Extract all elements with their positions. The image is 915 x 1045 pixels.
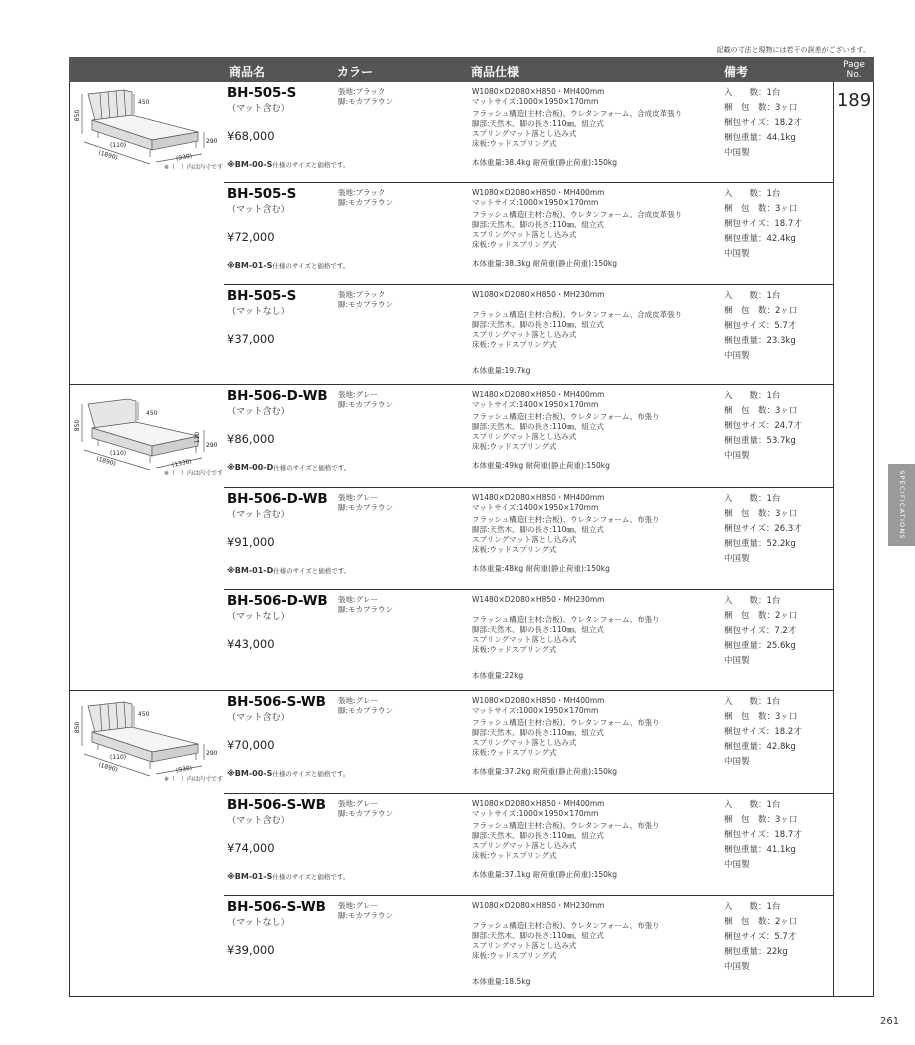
spec-legs: 脚部:天然木、脚の長さ:110㎜、組立式 xyxy=(472,525,604,534)
inner-dim-note: ※（ ）内は内寸です xyxy=(164,470,224,477)
page-column xyxy=(834,57,874,997)
remarks xyxy=(724,695,802,770)
spec-dimensions: W1080×D2080×H850・MH400mm xyxy=(472,188,605,197)
leg-color: 脚:モカブラウン xyxy=(338,706,394,715)
price: ¥91,000 xyxy=(227,535,275,549)
bed-illustration xyxy=(72,84,222,179)
spec-weight: 本体重量:18.5kg xyxy=(472,977,531,986)
mattress-note: （マット含む） xyxy=(227,407,290,417)
spec-mattress-size: マットサイズ:1000×1950×170mm xyxy=(472,809,599,818)
remark-r2: 梱 包 数：3ヶ口 xyxy=(724,712,798,722)
dim-850: 850 xyxy=(74,721,82,734)
remark-r4: 梱包重量：25.6kg xyxy=(724,641,796,651)
remark-r4: 梱包重量：41.1kg xyxy=(724,845,796,855)
remark-r5: 中国製 xyxy=(724,656,750,666)
bed-illustration xyxy=(72,696,222,791)
remark-r4: 梱包重量：44.1kg xyxy=(724,133,796,143)
dim-850: 850 xyxy=(74,109,82,122)
spec-mattress-type: スプリングマット落とし込み式 xyxy=(472,941,577,950)
spec-info xyxy=(472,390,660,470)
dim-110-side: 110 xyxy=(194,431,202,444)
price: ¥68,000 xyxy=(227,129,275,143)
spec-mattress-type: スプリングマット落とし込み式 xyxy=(472,738,577,747)
dim-850: 850 xyxy=(74,419,82,432)
remark-r3: 梱包サイズ：18.7才 xyxy=(724,219,802,229)
dim-450: 450 xyxy=(138,99,150,106)
remark-r3: 梱包サイズ：5.7才 xyxy=(724,321,797,331)
leg-color: 脚:モカブラウン xyxy=(338,911,394,920)
header-color: カラー xyxy=(337,65,374,79)
mattress-note: （マット含む） xyxy=(227,205,290,215)
remark-r4: 梱包重量：53.7kg xyxy=(724,436,796,446)
color-info xyxy=(338,493,393,513)
spec-construction: フラッシュ構造(主材:合板)、ウレタンフォーム、合成皮革張り xyxy=(472,109,683,118)
dim-110: (110) xyxy=(110,754,127,761)
dim-930: (930) xyxy=(175,152,193,163)
price: ¥72,000 xyxy=(227,230,275,244)
price-footnote xyxy=(227,566,350,575)
price-footnote xyxy=(227,872,349,881)
remarks xyxy=(724,389,802,464)
spec-weight: 本体重量:37.1kg 耐荷重(静止荷重):150kg xyxy=(472,870,618,879)
spec-dimensions: W1080×D2080×H850・MH230mm xyxy=(472,290,605,299)
spec-info xyxy=(472,290,683,375)
footer-page-number: 261 xyxy=(880,1016,900,1027)
dim-290: 290 xyxy=(206,750,218,757)
remark-r5: 中国製 xyxy=(724,249,750,259)
leg-color: 脚:モカブラウン xyxy=(338,300,394,309)
price: ¥43,000 xyxy=(227,637,275,651)
spec-dimensions: W1080×D2080×H850・MH400mm xyxy=(472,799,605,808)
header-name: 商品名 xyxy=(229,65,266,79)
remark-r2: 梱 包 数：2ヶ口 xyxy=(724,306,798,316)
spec-mattress-size: マットサイズ:1000×1950×170mm xyxy=(472,97,599,106)
price: ¥86,000 xyxy=(227,432,275,446)
spec-floor: 床板:ウッドスプリング式 xyxy=(472,951,557,960)
remark-r1: 入 数：1台 xyxy=(724,800,781,810)
footnote-code: ※BM-01-S xyxy=(227,872,273,881)
remark-r1: 入 数：1台 xyxy=(724,697,781,707)
fabric-color: 張地:グレー xyxy=(338,595,379,604)
spec-dimensions: W1080×D2080×H850・MH400mm xyxy=(472,696,605,705)
price: ¥37,000 xyxy=(227,332,275,346)
remarks xyxy=(724,900,797,975)
mattress-note: （マット含む） xyxy=(227,510,290,520)
spec-info xyxy=(472,901,660,986)
price-footnote xyxy=(227,769,349,778)
spec-mattress-type: スプリングマット落とし込み式 xyxy=(472,841,577,850)
remarks xyxy=(724,187,802,262)
fabric-color: 張地:グレー xyxy=(338,799,379,808)
spec-dimensions: W1080×D2080×H850・MH230mm xyxy=(472,901,605,910)
spec-construction: フラッシュ構造(主材:合板)、ウレタンフォーム、布張り xyxy=(472,718,660,727)
spec-floor: 床板:ウッドスプリング式 xyxy=(472,645,557,654)
price: ¥74,000 xyxy=(227,841,275,855)
footnote-code: ※BM-00-S xyxy=(227,769,273,778)
mattress-note: （マットなし） xyxy=(227,307,290,317)
remark-r4: 梱包重量：52.2kg xyxy=(724,539,796,549)
dim-1890: (1890) xyxy=(97,149,119,162)
spec-mattress-size: マットサイズ:1400×1950×170mm xyxy=(472,400,599,409)
color-info xyxy=(338,595,393,615)
remark-r3: 梱包サイズ：24.7才 xyxy=(724,421,802,431)
remark-r5: 中国製 xyxy=(724,962,750,972)
spec-info xyxy=(472,799,660,879)
spec-mattress-type: スプリングマット落とし込み式 xyxy=(472,129,577,138)
mattress-note: （マット含む） xyxy=(227,104,290,114)
mattress-note: （マット含む） xyxy=(227,816,290,826)
remark-r2: 梱 包 数：3ヶ口 xyxy=(724,815,798,825)
fabric-color: 張地:ブラック xyxy=(338,87,386,96)
product-row xyxy=(224,488,834,590)
model-name: BH-506-D-WB xyxy=(227,593,328,609)
color-info xyxy=(338,696,393,716)
remarks xyxy=(724,86,802,161)
remark-r1: 入 数：1台 xyxy=(724,189,781,199)
mattress-note: （マット含む） xyxy=(227,713,290,723)
spec-weight: 本体重量:38.4kg 耐荷重(静止荷重):150kg xyxy=(472,158,618,167)
spec-weight: 本体重量:38.3kg 耐荷重(静止荷重):150kg xyxy=(472,259,618,268)
leg-color: 脚:モカブラウン xyxy=(338,97,394,106)
remark-r4: 梱包重量：22kg xyxy=(724,947,788,957)
spec-construction: フラッシュ構造(主材:合板)、ウレタンフォーム、布張り xyxy=(472,921,660,930)
dimension-note: 記載の寸法と現物には若干の誤差がございます。 xyxy=(716,46,870,54)
bed-illustration xyxy=(72,390,222,485)
remark-r1: 入 数：1台 xyxy=(724,291,781,301)
remarks xyxy=(724,798,802,873)
model-name: BH-506-S-WB xyxy=(227,797,326,813)
model-name: BH-506-S-WB xyxy=(227,694,326,710)
product-row xyxy=(224,794,834,896)
spec-weight: 本体重量:22kg xyxy=(472,671,524,680)
remark-r2: 梱 包 数：2ヶ口 xyxy=(724,611,798,621)
footnote-text: 仕様のサイズと価格です。 xyxy=(273,567,351,575)
leg-color: 脚:モカブラウン xyxy=(338,503,394,512)
side-tab-label: SPECIFICATIONS xyxy=(897,470,906,540)
dim-450: 450 xyxy=(146,410,158,417)
dim-930: (930) xyxy=(175,764,193,775)
price-footnote xyxy=(227,463,350,472)
remark-r2: 梱 包 数：3ヶ口 xyxy=(724,204,798,214)
spec-floor: 床板:ウッドスプリング式 xyxy=(472,240,557,249)
fabric-color: 張地:グレー xyxy=(338,493,379,502)
product-row xyxy=(224,691,834,793)
spec-legs: 脚部:天然木、脚の長さ:110㎜、組立式 xyxy=(472,831,604,840)
spec-dimensions: W1080×D2080×H850・MH400mm xyxy=(472,87,605,96)
spec-legs: 脚部:天然木、脚の長さ:110㎜、組立式 xyxy=(472,728,604,737)
footnote-text: 仕様のサイズと価格です。 xyxy=(272,161,350,169)
remark-r5: 中国製 xyxy=(724,148,750,158)
product-row xyxy=(224,285,834,387)
remark-r2: 梱 包 数：3ヶ口 xyxy=(724,509,798,519)
remark-r2: 梱 包 数：3ヶ口 xyxy=(724,406,798,416)
spec-construction: フラッシュ構造(主材:合板)、ウレタンフォーム、布張り xyxy=(472,615,660,624)
header-page xyxy=(834,57,874,82)
spec-mattress-type: スプリングマット落とし込み式 xyxy=(472,635,577,644)
spec-dimensions: W1480×D2080×H850・MH230mm xyxy=(472,595,605,604)
specifications-tab[interactable] xyxy=(888,464,915,546)
mattress-note: （マットなし） xyxy=(227,918,290,928)
spec-info xyxy=(472,188,683,268)
model-name: BH-506-S-WB xyxy=(227,899,326,915)
product-row xyxy=(224,82,834,184)
remark-r2: 梱 包 数：3ヶ口 xyxy=(724,103,798,113)
remark-r1: 入 数：1台 xyxy=(724,88,781,98)
spec-mattress-type: スプリングマット落とし込み式 xyxy=(472,432,577,441)
model-name: BH-505-S xyxy=(227,288,297,304)
spec-floor: 床板:ウッドスプリング式 xyxy=(472,748,557,757)
remark-r2: 梱 包 数：2ヶ口 xyxy=(724,917,798,927)
remark-r3: 梱包サイズ：18.2才 xyxy=(724,118,802,128)
spec-construction: フラッシュ構造(主材:合板)、ウレタンフォーム、合成皮革張り xyxy=(472,210,683,219)
product-row xyxy=(224,385,834,487)
spec-construction: フラッシュ構造(主材:合板)、ウレタンフォーム、布張り xyxy=(472,821,660,830)
header-page-line2: No. xyxy=(846,70,862,80)
remark-r1: 入 数：1台 xyxy=(724,391,781,401)
product-row xyxy=(224,896,834,998)
model-name: BH-505-S xyxy=(227,85,297,101)
remark-r3: 梱包サイズ：5.7才 xyxy=(724,932,797,942)
remark-r3: 梱包サイズ：7.2才 xyxy=(724,626,797,636)
fabric-color: 張地:グレー xyxy=(338,901,379,910)
dim-290: 290 xyxy=(206,442,218,449)
dim-1330: (1330) xyxy=(171,458,193,469)
footnote-code: ※BM-00-S xyxy=(227,160,273,169)
remark-r4: 梱包重量：23.3kg xyxy=(724,336,796,346)
model-name: BH-506-D-WB xyxy=(227,388,328,404)
price-footnote xyxy=(227,261,349,270)
header-spec: 商品仕様 xyxy=(471,65,520,79)
dim-110: (110) xyxy=(110,450,127,457)
remark-r3: 梱包サイズ：18.7才 xyxy=(724,830,802,840)
footnote-code: ※BM-01-S xyxy=(227,261,273,270)
footnote-text: 仕様のサイズと価格です。 xyxy=(273,464,351,472)
dim-450: 450 xyxy=(138,711,150,718)
inner-dim-note: ※（ ）内は内寸です xyxy=(164,776,224,783)
spec-legs: 脚部:天然木、脚の長さ:110㎜、組立式 xyxy=(472,119,604,128)
dim-290: 290 xyxy=(206,138,218,145)
price: ¥70,000 xyxy=(227,738,275,752)
remarks xyxy=(724,594,797,669)
page-number: 189 xyxy=(836,90,872,111)
inner-dim-note: ※（ ）内は内寸です xyxy=(164,164,224,171)
footnote-code: ※BM-00-D xyxy=(227,463,274,472)
mattress-note: （マットなし） xyxy=(227,612,290,622)
leg-color: 脚:モカブラウン xyxy=(338,198,394,207)
spec-legs: 脚部:天然木、脚の長さ:110㎜、組立式 xyxy=(472,320,604,329)
remark-r4: 梱包重量：42.4kg xyxy=(724,234,796,244)
spec-legs: 脚部:天然木、脚の長さ:110㎜、組立式 xyxy=(472,422,604,431)
spec-weight: 本体重量:19.7kg xyxy=(472,366,531,375)
leg-color: 脚:モカブラウン xyxy=(338,400,394,409)
spec-mattress-size: マットサイズ:1000×1950×170mm xyxy=(472,198,599,207)
fabric-color: 張地:ブラック xyxy=(338,188,386,197)
color-info xyxy=(338,87,393,107)
spec-construction: フラッシュ構造(主材:合板)、ウレタンフォーム、布張り xyxy=(472,412,660,421)
fabric-color: 張地:グレー xyxy=(338,696,379,705)
fabric-color: 張地:ブラック xyxy=(338,290,386,299)
spec-mattress-size: マットサイズ:1400×1950×170mm xyxy=(472,503,599,512)
spec-construction: フラッシュ構造(主材:合板)、ウレタンフォーム、合成皮革張り xyxy=(472,310,683,319)
remarks xyxy=(724,289,797,364)
spec-mattress-type: スプリングマット落とし込み式 xyxy=(472,535,577,544)
dim-1890: (1890) xyxy=(97,761,119,774)
spec-weight: 本体重量:48kg 耐荷重(静止荷重):150kg xyxy=(472,564,610,573)
header-remarks: 備考 xyxy=(724,65,749,79)
footnote-text: 仕様のサイズと価格です。 xyxy=(272,873,350,881)
spec-construction: フラッシュ構造(主材:合板)、ウレタンフォーム、布張り xyxy=(472,515,660,524)
footnote-code: ※BM-01-D xyxy=(227,566,274,575)
remark-r5: 中国製 xyxy=(724,554,750,564)
spec-floor: 床板:ウッドスプリング式 xyxy=(472,340,557,349)
color-info xyxy=(338,188,393,208)
remark-r3: 梱包サイズ：26.3才 xyxy=(724,524,802,534)
footnote-text: 仕様のサイズと価格です。 xyxy=(272,262,350,270)
spec-info xyxy=(472,696,660,776)
leg-color: 脚:モカブラウン xyxy=(338,605,394,614)
spec-weight: 本体重量:37.2kg 耐荷重(静止荷重):150kg xyxy=(472,767,618,776)
spec-dimensions: W1480×D2080×H850・MH400mm xyxy=(472,390,605,399)
remark-r5: 中国製 xyxy=(724,351,750,361)
spec-legs: 脚部:天然木、脚の長さ:110㎜、組立式 xyxy=(472,931,604,940)
dim-1890: (1890) xyxy=(95,455,117,468)
spec-floor: 床板:ウッドスプリング式 xyxy=(472,545,557,554)
product-row xyxy=(224,183,834,285)
remark-r4: 梱包重量：42.8kg xyxy=(724,742,796,752)
header-page-line1: Page xyxy=(843,60,865,70)
product-row xyxy=(224,590,834,692)
price-footnote xyxy=(227,160,349,169)
spec-floor: 床板:ウッドスプリング式 xyxy=(472,851,557,860)
remark-r1: 入 数：1台 xyxy=(724,902,781,912)
color-info xyxy=(338,290,393,310)
remark-r5: 中国製 xyxy=(724,860,750,870)
spec-weight: 本体重量:49kg 耐荷重(静止荷重):150kg xyxy=(472,461,610,470)
remark-r5: 中国製 xyxy=(724,451,750,461)
footnote-text: 仕様のサイズと価格です。 xyxy=(272,770,350,778)
spec-info xyxy=(472,595,660,680)
remark-r1: 入 数：1台 xyxy=(724,596,781,606)
price: ¥39,000 xyxy=(227,943,275,957)
remarks xyxy=(724,492,802,567)
color-info xyxy=(338,799,393,819)
spec-info xyxy=(472,493,660,573)
leg-color: 脚:モカブラウン xyxy=(338,809,394,818)
table-header xyxy=(69,57,834,82)
spec-mattress-type: スプリングマット落とし込み式 xyxy=(472,230,577,239)
color-info xyxy=(338,390,393,410)
spec-floor: 床板:ウッドスプリング式 xyxy=(472,139,557,148)
spec-dimensions: W1480×D2080×H850・MH400mm xyxy=(472,493,605,502)
remark-r5: 中国製 xyxy=(724,757,750,767)
remark-r1: 入 数：1台 xyxy=(724,494,781,504)
remark-r3: 梱包サイズ：18.2才 xyxy=(724,727,802,737)
model-name: BH-506-D-WB xyxy=(227,491,328,507)
spec-mattress-type: スプリングマット落とし込み式 xyxy=(472,330,577,339)
spec-floor: 床板:ウッドスプリング式 xyxy=(472,442,557,451)
model-name: BH-505-S xyxy=(227,186,297,202)
spec-mattress-size: マットサイズ:1000×1950×170mm xyxy=(472,706,599,715)
dim-110: (110) xyxy=(110,142,127,149)
spec-legs: 脚部:天然木、脚の長さ:110㎜、組立式 xyxy=(472,625,604,634)
fabric-color: 張地:グレー xyxy=(338,390,379,399)
spec-info xyxy=(472,87,683,167)
color-info xyxy=(338,901,393,921)
spec-legs: 脚部:天然木、脚の長さ:110㎜、組立式 xyxy=(472,220,604,229)
